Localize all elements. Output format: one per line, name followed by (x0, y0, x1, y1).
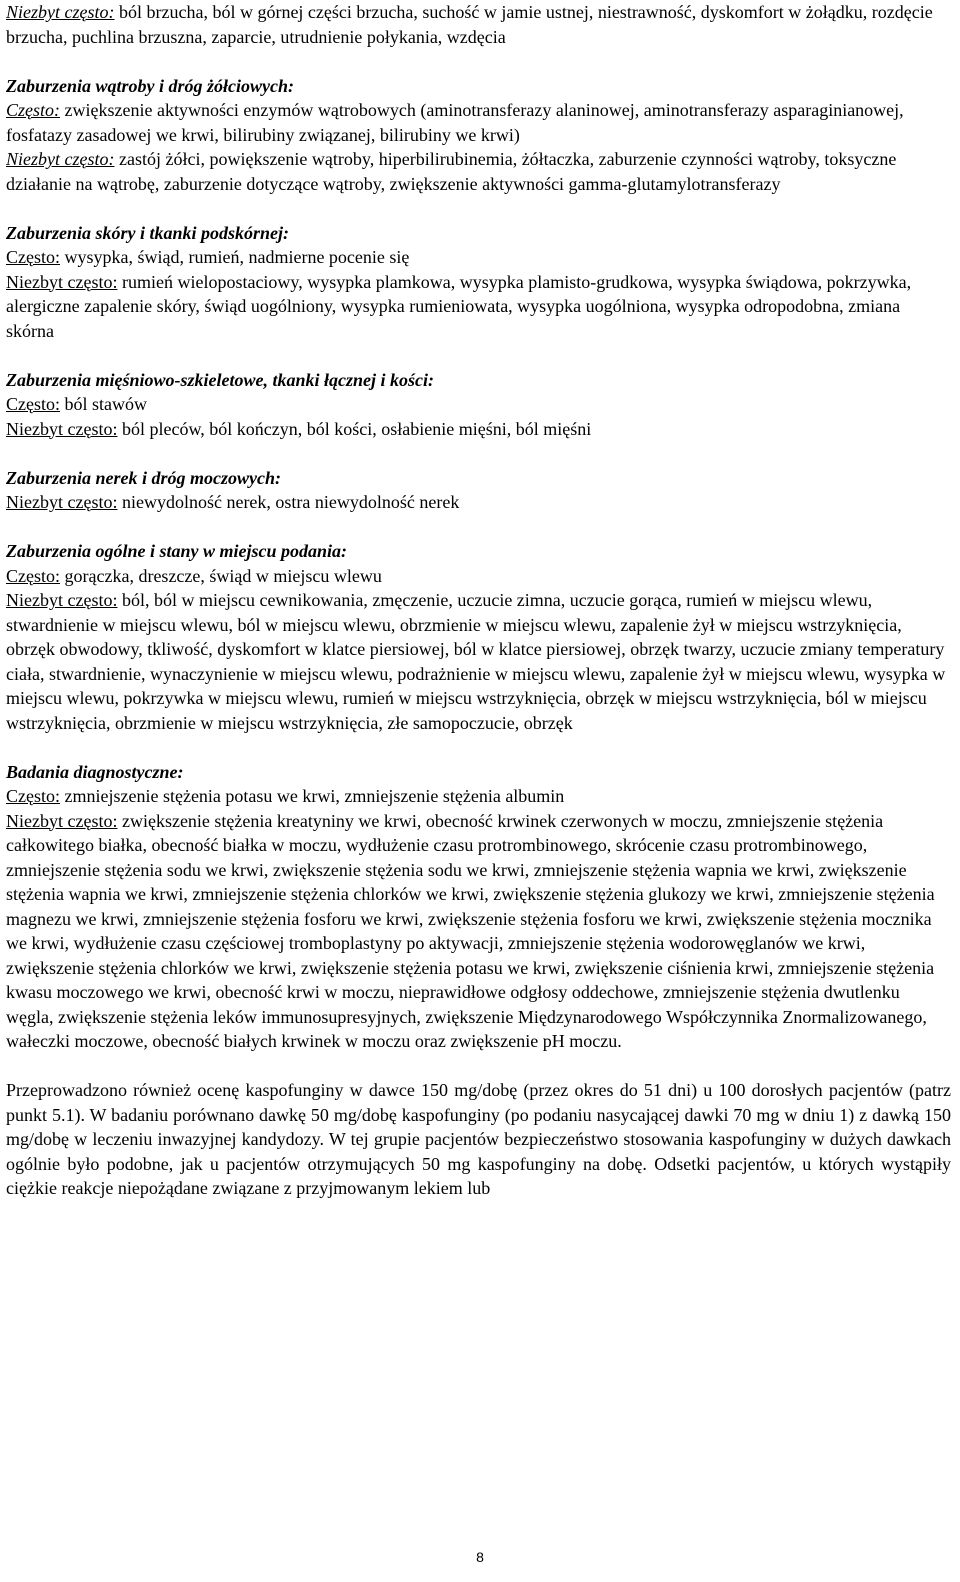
spacer (6, 735, 951, 760)
spacer (6, 49, 951, 74)
frequency-text: ból pleców, ból kończyn, ból kości, osłabienie mięśni, ból mięśni (117, 418, 592, 439)
frequency-label: Niezbyt często: (6, 418, 118, 439)
spacer (6, 196, 951, 221)
common-line (6, 784, 951, 809)
uncommon-line (6, 147, 951, 196)
spacer (6, 441, 951, 466)
frequency-label: Często: (6, 565, 60, 586)
uncommon-line (6, 490, 951, 515)
section-liver (6, 74, 951, 197)
uncommon-line (6, 417, 951, 442)
frequency-text: zastój żółci, powiększenie wątroby, hiperbilirubinemia, żółtaczka, zaburzenie czynności wątroby, toksyczne działanie na wątrobę, zaburzenie dotyczące wątroby, zwiększenie aktywności gamma-glutamylotransferazy (6, 149, 897, 194)
section-skin (6, 221, 951, 344)
section-heading: Zaburzenia nerek i dróg moczowych: (6, 467, 282, 488)
frequency-text: ból, ból w miejscu cewnikowania, zmęczenie, uczucie zimna, uczucie gorąca, rumień w miejscu wlewu, stwardnienie w miejscu wlewu, ból w miejscu wlewu, obrzmienie w miejscu wlewu, zapalenie żył w miejscu wstrzyknięcia, obrzęk obwodowy, tkliwość, dyskomfort w klatce piersiowej, ból w klatce piersiowej, obrzęk twarzy, uczucie zmiany temperatury ciała, stwardnienie, wynaczynienie w miejscu wlewu, podrażnienie w miejscu wlewu, zapalenie żył w miejscu wlewu, wysypka w miejscu wlewu, pokrzywka w miejscu wlewu, rumień w miejscu wstrzyknięcia, obrzęk w miejscu wstrzyknięcia, ból w miejscu wstrzyknięcia, obrzmienie w miejscu wstrzyknięcia, złe samopoczucie, obrzęk (6, 590, 946, 733)
frequency-label: Często: (6, 247, 60, 267)
closing-paragraph: Przeprowadzono również ocenę kaspofunginy w dawce 150 mg/dobę (przez okres do 51 dni) u 100 dorosłych pacjentów (patrz punkt 5.1). W badaniu porównano dawkę 50 mg/dobę kaspofunginy (po podaniu nasycającej dawki 70 mg w dniu 1) z dawką 150 mg/dobę w leczeniu inwazyjnej kandydozy. W tej grupie pacjentów bezpieczeństwo stosowania kaspofunginy w dużych dawkach ogólnie było podobne, jak u pacjentów otrzymujących 50 mg kaspofunginy na dobę. Odsetki pacjentów, u których wystąpiły ciężkie reakcje niepożądane związane z przyjmowanym lekiem lub (6, 1080, 951, 1198)
spacer (6, 515, 951, 540)
section-general (6, 539, 951, 735)
common-line (6, 245, 951, 270)
frequency-label: Niezbyt często: (6, 271, 118, 292)
frequency-text: ból brzucha, ból w górnej części brzucha, suchość w jamie ustnej, niestrawność, dyskomfort w żołądku, rozdęcie brzucha, puchlina brzuszna, zaparcie, utrudnienie połykania, wzdęcia (6, 2, 933, 47)
frequency-label: Niezbyt często: (6, 492, 118, 512)
page-number: 8 (476, 1549, 484, 1565)
frequency-label: Często: (6, 394, 60, 414)
frequency-label: Często: (6, 786, 60, 806)
common-line (6, 564, 951, 589)
section-kidneys (6, 466, 951, 515)
frequency-label: Niezbyt często: (6, 810, 118, 831)
section-heading: Zaburzenia skóry i tkanki podskórnej: (6, 222, 290, 243)
section-musculoskeletal (6, 368, 951, 442)
section-heading: Zaburzenia ogólne i stany w miejscu podania: (6, 541, 348, 561)
frequency-text: niewydolność nerek, ostra niewydolność nerek (117, 492, 460, 512)
frequency-text: gorączka, dreszcze, świąd w miejscu wlewu (60, 565, 382, 586)
section-heading: Badania diagnostyczne: (6, 761, 184, 782)
frequency-label: Niezbyt często: (6, 149, 115, 169)
frequency-text: wysypka, świąd, rumień, nadmierne pocenie się (60, 247, 410, 267)
uncommon-line (6, 809, 951, 1054)
common-line (6, 98, 951, 147)
section-heading: Zaburzenia mięśniowo-szkieletowe, tkanki łącznej i kości: (6, 369, 435, 390)
uncommon-line (6, 588, 951, 735)
frequency-label: Często: (6, 100, 60, 120)
frequency-text: ból stawów (60, 394, 147, 414)
document-page (6, 0, 951, 1201)
frequency-text: zwiększenie stężenia kreatyniny we krwi, obecność krwinek czerwonych w moczu, zmniejszenie stężenia całkowitego białka, obecność białka w moczu, wydłużenie czasu protrombinowego, skrócenie czasu protrombinowego, zmniejszenie stężenia sodu we krwi, zwiększenie stężenia sodu we krwi, zmniejszenie stężenia wapnia we krwi, zwiększenie stężenia wapnia we krwi, zmniejszenie stężenia chlorków we krwi, zwiększenie stężenia glukozy we krwi, zmniejszenie stężenia magnezu we krwi, zmniejszenie stężenia fosforu we krwi, zwiększenie stężenia fosforu we krwi, zwiększenie stężenia mocznika we krwi, wydłużenie czasu częściowej tromboplastyny po aktywacji, zmniejszenie stężenia wodorowęglanów we krwi, zwiększenie stężenia chlorków we krwi, zwiększenie stężenia potasu we krwi, zwiększenie ciśnienia krwi, zmniejszenie stężenia kwasu moczowego we krwi, obecność krwi w moczu, nieprawidłowe odgłosy oddechowe, zmniejszenie stężenia dwutlenku węgla, zwiększenie stężenia leków immunosupresyjnych, zwiększenie Międzynarodowego Współczynnika Znormalizowanego, wałeczki moczowe, obecność białych krwinek w moczu oraz zwiększenie pH moczu. (6, 810, 935, 1051)
frequency-label: Niezbyt często: (6, 2, 115, 22)
top-uncommon-line (6, 0, 951, 49)
frequency-label: Niezbyt często: (6, 590, 118, 610)
frequency-text: zmniejszenie stężenia potasu we krwi, zmniejszenie stężenia albumin (60, 786, 565, 806)
section-investigations (6, 760, 951, 1054)
frequency-text: rumień wielopostaciowy, wysypka plamkowa, wysypka plamisto-grudkowa, wysypka świądowa, pokrzywka, alergiczne zapalenie skóry, świąd uogólniony, wysypka rumieniowata, wysypka uogólniona, wysypka odropodobna, zmiana skórna (6, 271, 912, 341)
section-heading: Zaburzenia wątroby i dróg żółciowych: (6, 75, 295, 96)
spacer (6, 343, 951, 368)
frequency-text: zwiększenie aktywności enzymów wątrobowych (aminotransferazy alaninowej, aminotransferazy asparaginianowej, fosfatazy zasadowej we krwi, bilirubiny związanej, bilirubiny we krwi) (6, 100, 904, 145)
common-line (6, 392, 951, 417)
uncommon-line (6, 270, 951, 344)
spacer (6, 1054, 951, 1079)
